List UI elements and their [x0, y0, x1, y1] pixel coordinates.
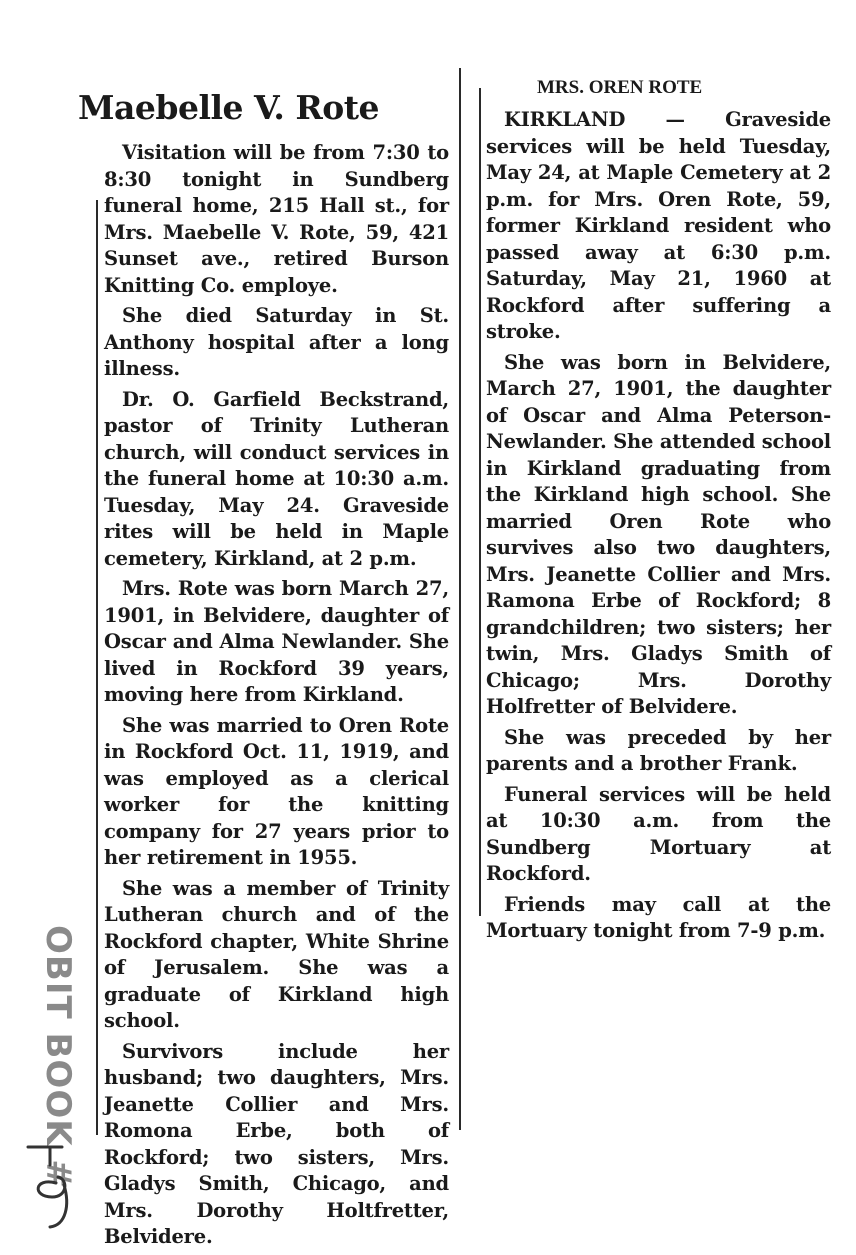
left-clipping-title: Maebelle V. Rote — [78, 88, 380, 127]
right-column-divider — [479, 88, 481, 916]
obit-book-label: OBIT BOOK # — [38, 925, 78, 1189]
left-paragraph-death: She died Saturday in St. Anthony hospital after a long illness. — [104, 304, 449, 380]
left-paragraph-marriage: She was married to Oren Rote in Rockford Oct. 11, 1919, and was employed as a clerical worker for the knitting company for 27 years prior to her retirement in 1955. — [104, 713, 449, 869]
right-clipping-title: MRS. OREN ROTE — [537, 77, 703, 98]
left-paragraph-membership: She was a member of Trinity Lutheran church and of the Rockford chapter, White Shrine of Jerusalem. She was a graduate of Kirkland high school. — [104, 876, 449, 1032]
right-paragraph-funeral: Funeral services will be held at 10:30 a.m. from the Sundberg Mortuary at Rockford. — [486, 782, 831, 885]
left-clipping-body — [104, 140, 449, 1255]
right-paragraph-graveside: KIRKLAND — Graveside services will be held Tuesday, May 24, at Maple Cemetery at 2 p.m. for Mrs. Oren Rote, 59, former Kirkland resident who passed away at 6:30 p.m. Saturday, May 21, 1960 at Rockford after suffering a stroke. — [486, 108, 831, 343]
left-paragraph-survivors: Survivors include her husband; two daughters, Mrs. Jeanette Collier and Mrs. Romona Erbe, both of Rockford; two sisters, Mrs. Gladys Smith, Chicago, and Mrs. Dorothy Holtfretter, Belvidere. — [104, 1039, 449, 1248]
left-column-border — [96, 200, 98, 1135]
right-clipping-body — [486, 107, 831, 949]
center-column-divider — [459, 68, 461, 1130]
right-paragraph-biography: She was born in Belvidere, March 27, 1901, the daughter of Oscar and Alma Peterson-Newlander. She attended school in Kirkland graduating from the Kirkland high school. She married Oren Rote who survives also two daughters, Mrs. Jeanette Collier and Mrs. Ramona Erbe of Rockford; 8 grandchildren; two sisters; her twin, Mrs. Gladys Smith of Chicago; Mrs. Dorothy Holfretter of Belvidere. — [486, 350, 831, 718]
right-paragraph-preceded: She was preceded by her parents and a brother Frank. — [486, 725, 831, 775]
handwritten-annotation — [20, 925, 80, 1245]
right-paragraph-visitation: Friends may call at the Mortuary tonight from 7-9 p.m. — [486, 892, 831, 942]
left-paragraph-birth: Mrs. Rote was born March 27, 1901, in Belvidere, daughter of Oscar and Alma Newlander. She lived in Rockford 39 years, moving here from Kirkland. — [104, 577, 449, 706]
left-paragraph-services: Dr. O. Garfield Beckstrand, pastor of Trinity Lutheran church, will conduct services in the funeral home at 10:30 a.m. Tuesday, May 24. Graveside rites will be held in Maple cemetery, Kirkland, at 2 p.m. — [104, 387, 449, 570]
left-paragraph-visitation: Visitation will be from 7:30 to 8:30 tonight in Sundberg funeral home, 215 Hall st., for Mrs. Maebelle V. Rote, 59, 421 Sunset ave., retired Burson Knitting Co. employe. — [104, 141, 449, 297]
handwritten-number-49 — [20, 1135, 80, 1235]
